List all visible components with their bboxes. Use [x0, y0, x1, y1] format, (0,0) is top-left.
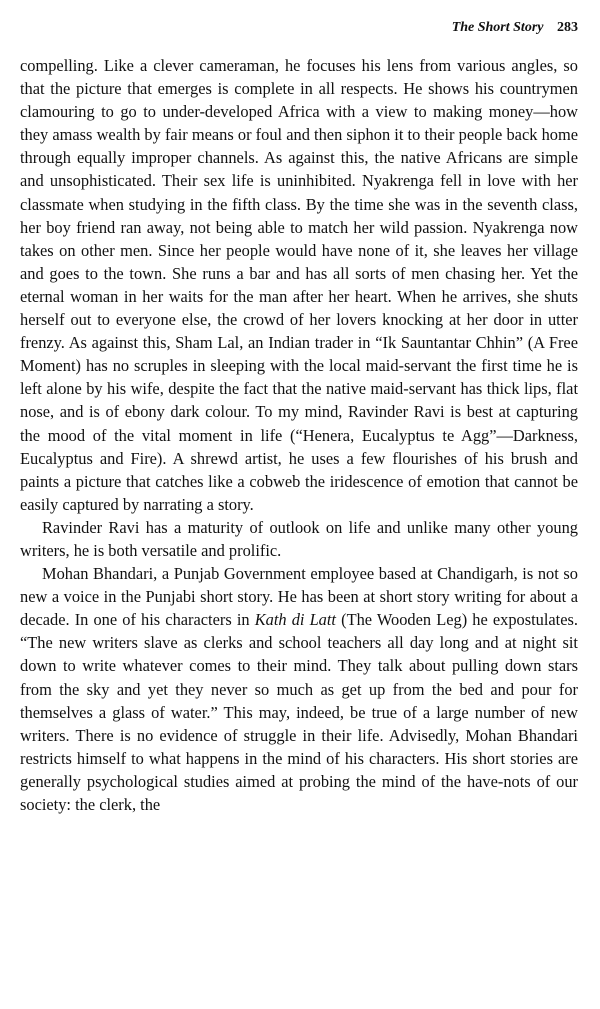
paragraph-3-text-a: Mohan Bhandari, a Punjab Government employee based at Chandigarh, is not so new a voice in the Punjabi short story. He has been at short story writing for about a decade. In one of his characters in [20, 564, 578, 630]
body-text [20, 54, 578, 816]
running-head [20, 18, 578, 38]
paragraph-1: compelling. Like a clever cameraman, he focuses his lens from various angles, so that the picture that emerges is complete in all respects. He shows his countrymen clamouring to go to under-developed Africa with a view to making money—how they amass wealth by fair means or foul and then siphon it to their people back home through equally improper channels. As against this, the native Africans are simple and unsophisticated. Their sex life is uninhibited. Nyakrenga fell in love with her classmate when studying in the fifth class. By the time she was in the seventh class, her boy friend ran away, not being able to match her wild passion. Nyakrenga now takes on other men. Since her people would have none of it, she leaves her village and goes to the town. She runs a bar and has all sorts of men chasing her. Yet the eternal woman in her waits for the man after her heart. When he arrives, she shuts herself out to everyone else, the crowd of her lovers knocking at her door in utter frenzy. As against this, Sham Lal, an Indian trader in “Ik Sauntantar Chhin” (A Free Moment) has no scruples in sleeping with the local maid-servant the first time he is left alone by his wife, despite the fact that the native maid-servant has thick lips, flat nose, and is of ebony dark colour. To my mind, Ravinder Ravi is best at capturing the mood of the vital moment in life (“Henera, Eucalyptus te Agg”—Darkness, Eucalyptus and Fire). A shrewd artist, he uses a few flourishes of his brush and paints a picture that catches like a cobweb the iridescence of emotion that cannot be easily captured by narrating a story. [20, 56, 578, 514]
paragraph-2: Ravinder Ravi has a maturity of outlook on life and unlike many other young writers, he is both versatile and prolific. [20, 517, 578, 560]
paragraph-3-text-b: (The Wooden Leg) he expostulates. “The new writers slave as clerks and school teachers all day long and at night sit down to write whatever comes to their mind. They talk about pulling down stars from the sky and yet they never so much as get up from the bed and pour for themselves a glass of water.” This may, indeed, be true of a large number of new writers. There is no evidence of struggle in their life. Advisedly, Mohan Bhandari restricts himself to what happens in the mind of his characters. His short stories are generally psychological studies aimed at probing the mind of the have-nots of our society: the clerk, the [20, 610, 578, 814]
running-head-title: The Short Story [451, 20, 544, 35]
page-number: 283 [557, 20, 578, 35]
paragraph-3 [20, 562, 578, 816]
story-title-kath-di-latt: Kath di Latt [254, 610, 336, 630]
